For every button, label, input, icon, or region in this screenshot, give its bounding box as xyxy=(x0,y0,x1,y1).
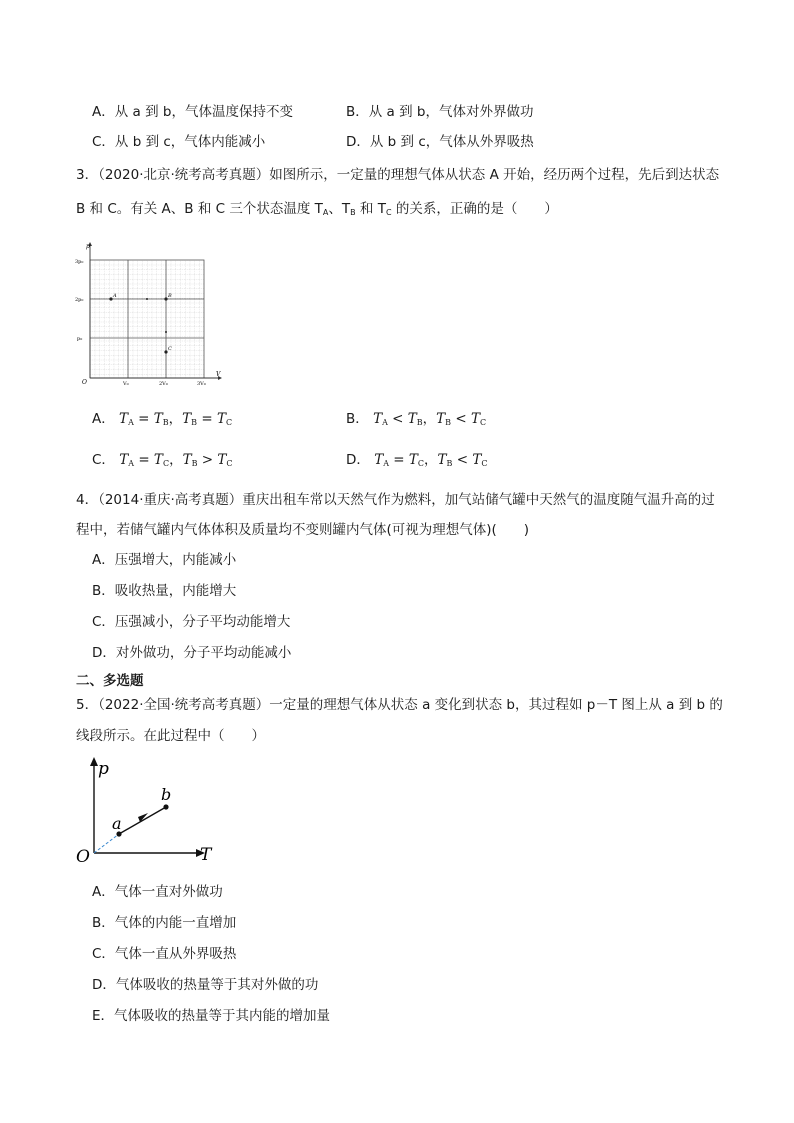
q5-origin: O xyxy=(76,847,90,867)
q3-label-b: B xyxy=(168,293,172,299)
q2-option-b: B．从 a 到 b，气体对外界做功 xyxy=(346,104,534,120)
q3-option-c: C． $T_A = T_C$，$T_B > T_C$ xyxy=(92,452,233,468)
q3-label-c: C xyxy=(168,346,172,352)
q2-option-c: C．从 b 到 c，气体内能减小 xyxy=(92,134,266,150)
q5-t-label: T xyxy=(200,845,212,865)
q5-option-b: B．气体的内能一直增加 xyxy=(92,915,237,931)
q3-stem-line2: B 和 C。有关 A、B 和 C 三个状态温度 $T_A$、$T_B$ 和 $T_C$ 的关系，正确的是（ ） xyxy=(76,201,558,217)
q3-ytick-p0: p₀ xyxy=(77,336,83,342)
q5-stem-line2: 线段所示。在此过程中（ ） xyxy=(76,728,265,744)
q3-ytick-3p0: 3p₀ xyxy=(75,259,84,265)
q3-option-d: D． $T_A = T_C$，$T_B < T_C$ xyxy=(346,452,488,468)
q5-label-a: a xyxy=(112,814,122,833)
q3-pv-graph xyxy=(72,240,224,386)
q5-label-b: b xyxy=(161,785,172,804)
q3-label-a: A xyxy=(113,293,117,299)
q3-ytick-2p0: 2p₀ xyxy=(75,297,84,303)
q5-stem-line1: 5．（2022·全国·统考高考真题）一定量的理想气体从状态 a 变化到状态 b，其过程如 p－T 图上从 a 到 b 的 xyxy=(76,697,723,713)
q3-stem-line1: 3．（2020·北京·统考高考真题）如图所示，一定量的理想气体从状态 A 开始，经历两个过程，先后到达状态 xyxy=(76,167,720,183)
q3-option-b: B． $T_A < T_B$，$T_B < T_C$ xyxy=(346,411,487,427)
q3-grid xyxy=(90,260,204,378)
q4-stem-line2: 程中，若储气罐内气体体积及质量均不变则罐内气体(可视为理想气体)( ) xyxy=(76,522,530,538)
q2-option-d: D．从 b 到 c，气体从外界吸热 xyxy=(346,134,534,150)
q3-p-label: p xyxy=(86,243,90,250)
q5-pt-graph xyxy=(70,756,220,868)
q2-option-a: A．从 a 到 b，气体温度保持不变 xyxy=(92,104,293,120)
q5-point-b xyxy=(163,804,168,809)
q3-xtick-3v0: 3V₀ xyxy=(197,381,206,386)
q5-option-a: A．气体一直对外做功 xyxy=(92,884,223,900)
q4-option-d: D．对外做功，分子平均动能减小 xyxy=(92,645,292,661)
q5-p-label: p xyxy=(98,759,109,779)
q3-v-label: V xyxy=(216,371,221,378)
q3-xtick-v0: V₀ xyxy=(123,381,129,386)
q4-option-b: B．吸收热量，内能增大 xyxy=(92,583,237,599)
q3-origin: O xyxy=(82,379,87,386)
q4-stem-line1: 4．（2014·重庆·高考真题）重庆出租车常以天然气作为燃料，加气站储气罐中天然气的温度随气温升高的过 xyxy=(76,492,715,508)
q4-option-a: A．压强增大，内能减小 xyxy=(92,552,237,568)
q5-option-e: E．气体吸收的热量等于其内能的增加量 xyxy=(92,1008,331,1024)
section-heading: 二、多选题 xyxy=(76,673,144,689)
q4-option-c: C．压强减小，分子平均动能增大 xyxy=(92,614,291,630)
q5-option-c: C．气体一直从外界吸热 xyxy=(92,946,237,962)
q3-option-a: A． $T_A = T_B$，$T_B = T_C$ xyxy=(92,411,233,427)
q5-option-d: D．气体吸收的热量等于其对外做的功 xyxy=(92,977,319,993)
q5-process-line xyxy=(119,807,166,834)
q3-xtick-2v0: 2V₀ xyxy=(159,381,168,386)
q5-extension-line xyxy=(94,834,119,853)
